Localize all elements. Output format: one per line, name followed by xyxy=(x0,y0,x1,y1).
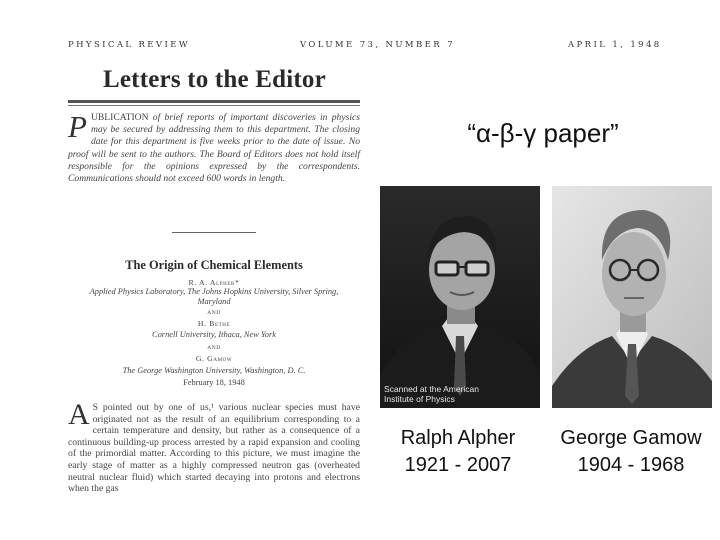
affiliation-bethe: Cornell University, Ithaca, New York xyxy=(152,330,276,339)
body-text: S pointed out by one of us,¹ various nuclear species must have originated not as the result of an equilibrium corresponding to a certain temperature and density, but rather as a consequence of a continuous building-up process arrested by a rapid expansion and cooling of the primordial matter. According to this picture, we must imagine the early stage of matter as a highly compressed neutron gas (overheated neutral nuclear fluid) which started decaying into protons and electrons when the gas xyxy=(68,402,360,495)
photo-credit: Scanned at the American Institute of Physics xyxy=(384,384,479,404)
and-separator-2: AND xyxy=(207,345,221,351)
journal-date: APRIL 1, 1948 xyxy=(568,40,662,50)
section-rule xyxy=(68,100,360,103)
caption-gamow-years: 1904 - 1968 xyxy=(577,454,685,476)
gamow-portrait-icon xyxy=(552,186,712,408)
section-rule-thin xyxy=(68,105,360,106)
submission-notice xyxy=(68,109,360,185)
caption-alpher-name: Ralph Alpher xyxy=(400,427,516,449)
notice-dropcap: P xyxy=(68,109,87,144)
notice-text: of brief reports of important discoveries in physics may be secured by addressing them to this department. The closing date for this department is five weeks prior to the date of issue. No proof will be sent to the authors. The Board of Editors does not hold itself responsible for the opinions expressed by the correspondents. Communications should not exceed 600 words in length. xyxy=(68,112,360,185)
alpher-portrait-icon xyxy=(380,186,540,408)
author-alpher: R. A. Alpher* xyxy=(188,278,240,287)
caption-gamow xyxy=(548,425,714,479)
affiliation-alpher: Applied Physics Laboratory, The Johns Hopkins University, Silver Spring, Maryland xyxy=(89,287,339,306)
caption-alpher xyxy=(382,425,534,479)
author-gamow: G. Gamow xyxy=(195,354,233,363)
affiliation-gamow: The George Washington University, Washington, D. C. xyxy=(122,366,306,375)
journal-masthead xyxy=(68,40,720,54)
and-separator-1: AND xyxy=(207,310,221,316)
body-dropcap: A xyxy=(68,398,90,431)
received-date: February 18, 1948 xyxy=(183,378,245,387)
divider xyxy=(172,232,256,233)
author-bethe: H. Bethe xyxy=(197,319,231,328)
alpher-photo xyxy=(380,186,540,408)
article-body xyxy=(68,398,360,495)
caption-alpher-years: 1921 - 2007 xyxy=(404,454,512,476)
section-title: Letters to the Editor xyxy=(103,66,326,93)
notice-first-word: UBLICATION xyxy=(90,112,149,123)
article-title: The Origin of Chemical Elements xyxy=(125,258,303,272)
journal-name: PHYSICAL REVIEW xyxy=(68,40,190,50)
gamow-photo xyxy=(552,186,712,408)
caption-gamow-name: George Gamow xyxy=(560,427,702,449)
slide-title: “α-β-γ paper” xyxy=(467,118,619,148)
journal-volume: VOLUME 73, NUMBER 7 xyxy=(300,40,455,50)
